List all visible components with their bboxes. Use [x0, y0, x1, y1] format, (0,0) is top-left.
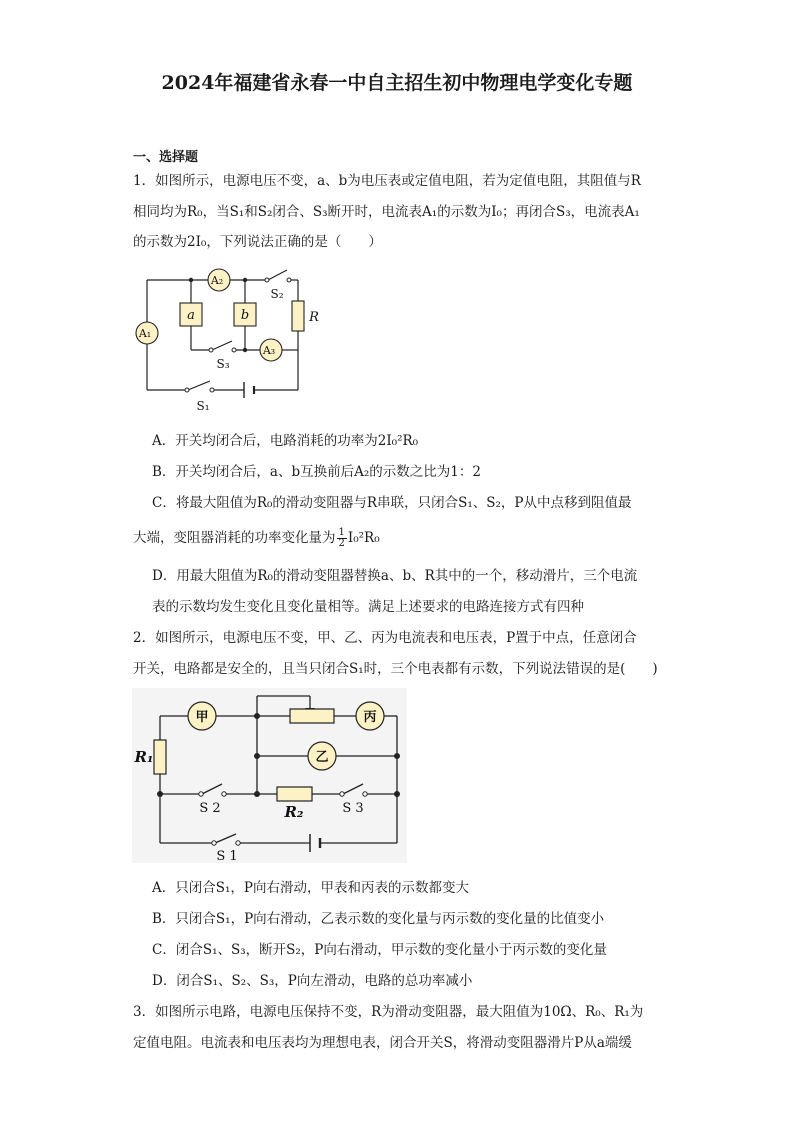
- q2-line-1: 2．如图所示，电源电压不变，甲、乙、丙为电流表和电压表，P置于中点，任意闭合: [133, 630, 637, 646]
- q2-option-c: C．闭合S₁、S₃，断开S₂，P向右滑动，甲示数的变化量小于丙示数的变化量: [152, 942, 607, 958]
- q1-line-1: 1．如图所示，电源电压不变，a、b为电压表或定值电阻，若为定值电阻，其阻值与R: [133, 173, 641, 189]
- page-title: 2024年福建省永春一中自主招生初中物理电学变化专题: [161, 72, 633, 94]
- q3-line-1: 3．如图所示电路，电源电压保持不变，R为滑动变阻器，最大阻值为10Ω、R₀、R₁为: [133, 1004, 644, 1020]
- q2-resistor-r2-label: R₂: [284, 803, 304, 821]
- q1-meter-a3-label: A₃: [262, 344, 276, 357]
- q2-switch-s1-label: S 1: [216, 849, 238, 863]
- fraction-numerator: 1: [338, 527, 345, 538]
- q2-switch-s2-label: S 2: [199, 801, 221, 816]
- q1-option-c-prefix: 大端，变阻器消耗的功率变化量为: [133, 530, 336, 546]
- q1-option-b: B．开关均闭合后，a、b互换前后A₂的示数之比为1：2: [152, 464, 481, 480]
- q1-option-c-suffix: I₀²R₀: [347, 530, 380, 546]
- q3-line-2: 定值电阻。电流表和电压表均为理想电表，闭合开关S，将滑动变阻器滑片P从a端缓: [133, 1035, 632, 1051]
- q1-option-d-line-2: 表的示数均发生变化且变化量相等。满足上述要求的电路连接方式有四种: [152, 599, 584, 615]
- q1-meter-a1-label: A₁: [138, 327, 152, 340]
- q1-option-c-fraction: [337, 528, 347, 549]
- q1-option-c-line-1: C．将最大阻值为R₀的滑动变阻器与R串联，只闭合S₁、S₂，P从中点移到阻值最: [152, 495, 632, 511]
- q1-option-a: A．开关均闭合后，电路消耗的功率为2I₀²R₀: [152, 433, 419, 449]
- q2-meter-jia-label: 甲: [195, 710, 209, 725]
- q1-switch-s3-label: S₃: [216, 357, 230, 371]
- q1-resistor-r-label: R: [309, 310, 319, 325]
- section-heading: 一、选择题: [133, 150, 199, 165]
- q2-option-d: D．闭合S₁、S₂、S₃，P向左滑动，电路的总功率减小: [152, 973, 473, 989]
- q1-switch-s2-label: S₂: [270, 287, 284, 301]
- q1-circuit-diagram: [132, 262, 332, 418]
- q1-line-2: 相同均为R₀，当S₁和S₂闭合、S₃断开时，电流表A₁的示数为I₀；再闭合S₃，电流表A₁: [133, 204, 640, 220]
- q1-option-c-line-2: [133, 528, 380, 549]
- q1-switch-s1-label: S₁: [196, 399, 210, 413]
- q2-option-a: A．只闭合S₁，P向右滑动，甲表和丙表的示数都变大: [152, 880, 469, 896]
- q2-meter-bing-label: 丙: [363, 710, 377, 725]
- q1-meter-a2-label: A₂: [210, 274, 224, 287]
- q1-option-d-line-1: D．用最大阻值为R₀的滑动变阻器替换a、b、R其中的一个，移动滑片，三个电流: [152, 568, 638, 584]
- q1-line-3: 的示数为2I₀，下列说法正确的是（ ）: [133, 234, 382, 250]
- q2-option-b: B．只闭合S₁，P向右滑动，乙表示数的变化量与丙示数的变化量的比值变小: [152, 911, 605, 927]
- q2-meter-yi-label: 乙: [315, 750, 329, 765]
- q2-circuit-diagram: [132, 688, 407, 863]
- q1-box-b-label: b: [240, 308, 250, 323]
- q2-resistor-r1-label: R₁: [134, 748, 154, 766]
- q1-box-a-label: a: [187, 308, 195, 323]
- fraction-denominator: 2: [338, 538, 345, 549]
- q2-switch-s3-label: S 3: [342, 801, 364, 816]
- q2-line-2: 开关，电路都是安全的，且当只闭合S₁时，三个电表都有示数，下列说法错误的是( ): [133, 661, 658, 677]
